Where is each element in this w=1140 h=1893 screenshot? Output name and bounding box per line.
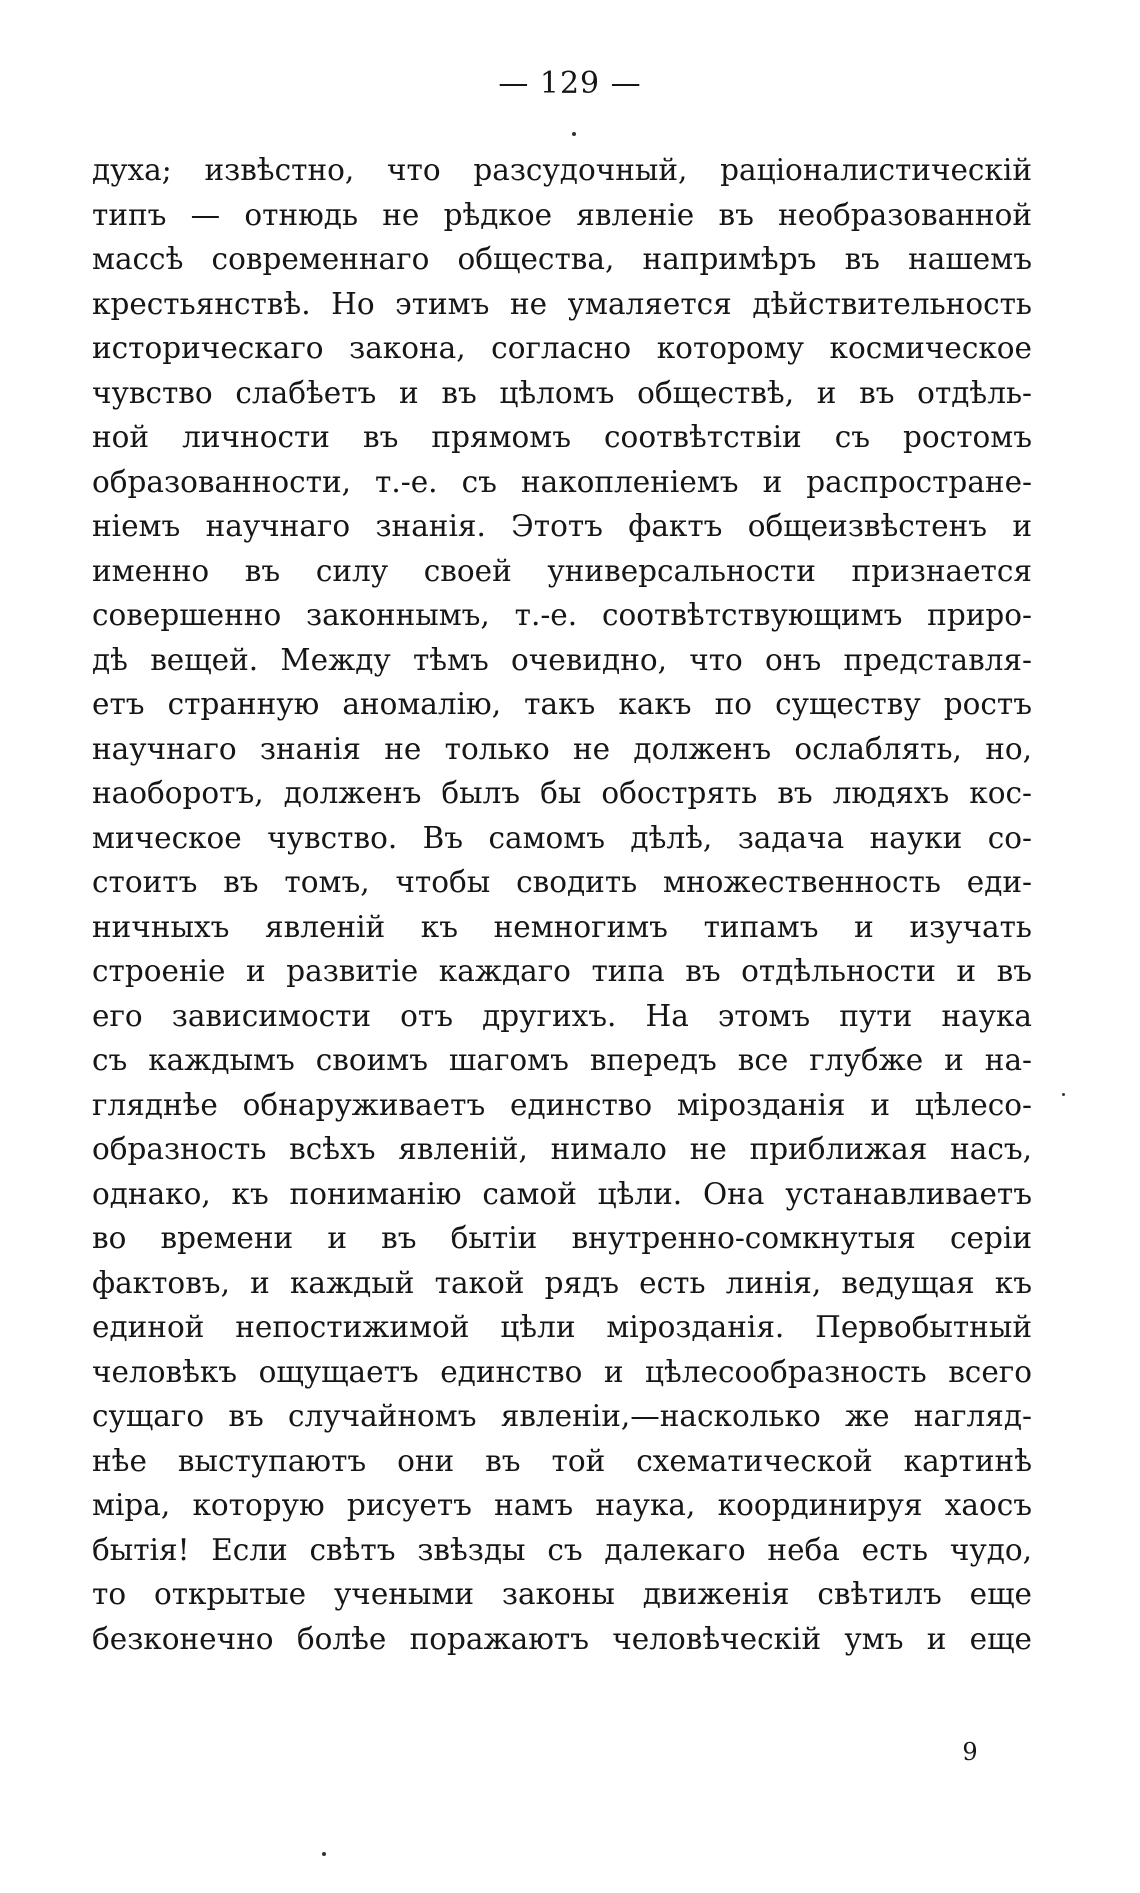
text-line: ничныхъ явленій къ немногимъ типамъ и изучать — [92, 909, 1032, 944]
text-line: нѣе выступаютъ они въ той схематической картинѣ — [92, 1443, 1032, 1478]
text-line: единой непостижимой цѣли мірозданія. Первобытный — [92, 1310, 1032, 1344]
text-line: однако, къ пониманію самой цѣли. Она устанавливаетъ — [92, 1176, 1032, 1211]
text-line: бытія! Если свѣтъ звѣзды съ далекаго неба есть чудо, — [92, 1532, 1032, 1567]
text-line: его зависимости отъ другихъ. На этомъ пути наука — [92, 998, 1032, 1033]
body-text — [92, 148, 1032, 1661]
text-line: именно въ силу своей универсальности признается — [92, 553, 1032, 588]
text-line: фактовъ, и каждый такой рядъ есть линія, ведущая къ — [92, 1265, 1032, 1300]
text-line: ной личности въ прямомъ соотвѣтствіи съ ростомъ — [92, 420, 1032, 454]
text-line: мическое чувство. Въ самомъ дѣлѣ, задача науки со- — [92, 820, 1032, 855]
text-line: крестьянствѣ. Но этимъ не умаляется дѣйствительность — [92, 286, 1032, 321]
print-speck — [572, 132, 576, 136]
text-line: сущаго въ случайномъ явленіи,—насколько же нагляд- — [92, 1399, 1032, 1433]
text-line: міра, которую рисуетъ намъ наука, координируя хаосъ — [92, 1488, 1032, 1522]
text-line: то открытые учеными законы движенія свѣтилъ еще — [92, 1577, 1032, 1611]
text-line: чувство слабѣетъ и въ цѣломъ обществѣ, и въ отдѣль- — [92, 375, 1032, 410]
text-line: духа; извѣстно, что разсудочный, раціоналистическій — [92, 153, 1032, 187]
print-speck — [322, 1852, 326, 1856]
text-line: безконечно болѣе поражаютъ человѣческій умъ и еще — [92, 1621, 1032, 1656]
text-line: во времени и въ бытіи внутренно-сомкнутыя серіи — [92, 1221, 1032, 1255]
text-line: научнаго знанія не только не долженъ ослаблять, но, — [92, 731, 1032, 766]
text-line: типъ — отнюдь не рѣдкое явленіе въ необразованной — [92, 197, 1032, 232]
text-line: массѣ современнаго общества, напримѣръ въ нашемъ — [92, 242, 1032, 276]
text-line: ніемъ научнаго знанія. Этотъ фактъ общеизвѣстенъ и — [92, 509, 1032, 543]
text-line: историческаго закона, согласно которому космическое — [92, 331, 1032, 365]
text-line: дѣ вещей. Между тѣмъ очевидно, что онъ представля- — [92, 642, 1032, 677]
text-line: съ каждымъ своимъ шагомъ впередъ все глубже и на- — [92, 1043, 1032, 1077]
text-line: образованности, т.-е. съ накопленіемъ и распростране- — [92, 464, 1032, 499]
text-line: наоборотъ, долженъ былъ бы обострять въ людяхъ кос- — [92, 776, 1032, 810]
text-line: человѣкъ ощущаетъ единство и цѣлесообразность всего — [92, 1354, 1032, 1389]
text-line: етъ странную аномалію, такъ какъ по существу ростъ — [92, 687, 1032, 721]
page-number-header: — 129 — — [498, 66, 642, 101]
text-line: гляднѣе обнаруживаетъ единство мірозданія и цѣлесо- — [92, 1087, 1032, 1122]
text-line: стоитъ въ томъ, чтобы сводить множественность еди- — [92, 865, 1032, 899]
text-line: строеніе и развитіе каждаго типа въ отдѣльности и въ — [92, 954, 1032, 988]
text-line: образность всѣхъ явленій, нимало не приближая насъ, — [92, 1132, 1032, 1166]
text-line: совершенно законнымъ, т.-е. соотвѣтствующимъ приро- — [92, 598, 1032, 632]
signature-mark: 9 — [962, 1738, 978, 1766]
print-speck — [1062, 1093, 1065, 1096]
